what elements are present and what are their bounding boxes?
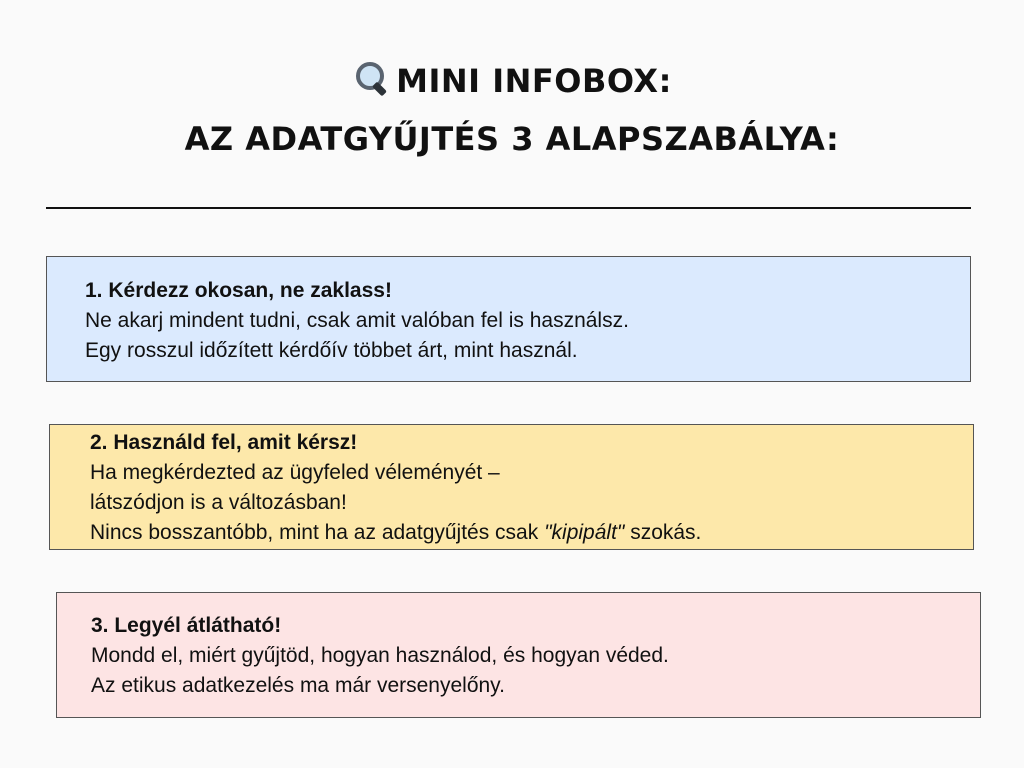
rule-box-2 (49, 424, 974, 550)
rule-3-heading: 3. Legyél átlátható! (91, 614, 282, 637)
rule-box-3 (56, 592, 981, 718)
rule-2-line-3 (90, 518, 973, 548)
rule-1-line-1: Ne akarj mindent tudni, csak amit valóban fel is használsz. (85, 309, 629, 332)
rule-2-line-2: látszódjon is a változásban! (90, 491, 347, 514)
rule-2-heading: 2. Használd fel, amit kérsz! (90, 431, 358, 454)
divider (46, 207, 971, 209)
title-text-1: MINI INFOBOX: (396, 62, 672, 100)
rule-1-line-2: Egy rosszul időzített kérdőív többet árt, mint használ. (85, 339, 578, 362)
rule-2-line-3-before: Nincs bosszantóbb, mint ha az adatgyűjtés csak (90, 521, 545, 544)
rule-2-line-3-after: szokás. (624, 521, 702, 544)
magnifying-glass-icon (352, 60, 388, 96)
rule-2-line-3-emphasis: "kipipált" (544, 521, 625, 544)
rule-2-line-1: Ha megkérdezted az ügyfeled véleményét – (90, 461, 500, 484)
page-title (0, 52, 1024, 168)
title-line-2: AZ ADATGYŰJTÉS 3 ALAPSZABÁLYA: (184, 120, 840, 158)
title-line-1 (0, 52, 1024, 110)
rule-3-line-2: Az etikus adatkezelés ma már versenyelőny. (91, 674, 505, 697)
rule-1-heading: 1. Kérdezz okosan, ne zaklass! (85, 279, 392, 302)
rule-box-1 (46, 256, 971, 382)
rule-3-line-1: Mondd el, miért gyűjtöd, hogyan használod, és hogyan véded. (91, 644, 669, 667)
